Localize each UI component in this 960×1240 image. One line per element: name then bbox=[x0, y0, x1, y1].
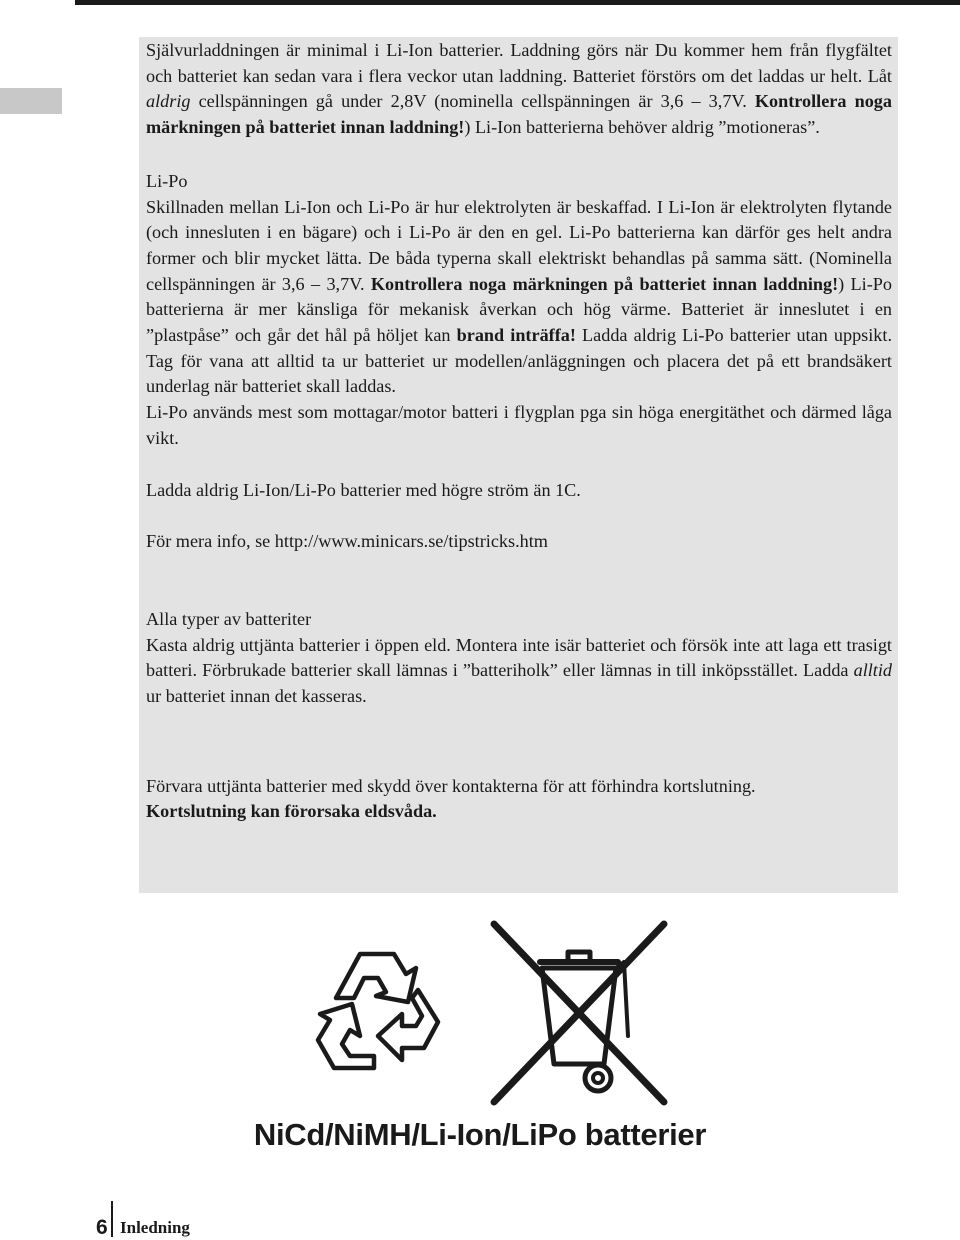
text-run: cellspänningen gå under 2,8V (nominella cellspänningen är 3,6 – 3,7V. bbox=[190, 91, 755, 112]
text-run: Skillnaden mellan Li-Ion och Li-Po är hur elektrolyten är beskaffad. I Li-Ion är elektrolyten flytande (och innesluten i en bägare) och i Li-Po är den en gel. Li-Po batterierna kan därför ges helt andra former och blir mycket lätta. De båda typerna skall elektriskt behandlas på samma sätt. (Nominella cellspänningen är 3,6 – 3,7V. bbox=[146, 196, 892, 294]
text-run: Självurladdningen är minimal i Li-Ion batterier. Laddning görs när Du kommer hem från flygfältet och batteriet kan sedan vara i flera veckor utan laddning. Batteriet förstörs om det laddas ur helt. Låt bbox=[146, 40, 892, 86]
short-circuit-warning: Kortslutning kan förorsaka eldsvåda. bbox=[146, 801, 437, 822]
emphasis-alltid: alltid bbox=[853, 660, 892, 681]
text-run: ur batteriet innan det kasseras. bbox=[146, 686, 367, 707]
storage-warning bbox=[146, 799, 892, 825]
text-run: ) Li-Ion batterierna behöver aldrig ”motioneras”. bbox=[464, 117, 820, 138]
charge-note: Ladda aldrig Li-Ion/Li-Po batterier med högre ström än 1C. bbox=[146, 479, 581, 500]
all-types-heading: Alla typer av batteriter bbox=[146, 608, 312, 629]
all-types-paragraph bbox=[146, 633, 892, 710]
info-box-text bbox=[146, 38, 892, 825]
recycle-arrow-left bbox=[318, 1004, 374, 1068]
text-run: Kasta aldrig uttjänta batterier i öppen eld. Montera inte isär batteriet och försök inte att laga ett trasigt batteri. Förbrukade batterier skall lämnas i ”batteriholk” eller lämnas in till inköpsstället. Ladda bbox=[146, 634, 892, 681]
lipo-usage: Li-Po används mest som mottagar/motor batteri i flygplan pga sin höga energitäthet och därmed låga vikt. bbox=[146, 402, 892, 448]
text-run: ) Li-Po batterierna är mer känsliga för mekanisk åverkan och hög värme. Batteriet är inneslutet i en ”plastpåse” och går det hål på höljet kan bbox=[146, 273, 892, 346]
battery-types-title: NiCd/NiMH/Li-Ion/LiPo batterier bbox=[253, 1117, 707, 1152]
top-rule bbox=[75, 0, 960, 5]
fire-warning-bold: brand inträffa! bbox=[456, 325, 576, 346]
page-footer bbox=[96, 1212, 190, 1240]
crossed-out-wheelie-bin-icon bbox=[488, 918, 670, 1108]
emphasis-aldrig: aldrig bbox=[146, 91, 191, 112]
info-note: För mera info, se http://www.minicars.se/tipstricks.htm bbox=[146, 531, 548, 552]
lipo-paragraph bbox=[146, 195, 892, 401]
recycle-icon bbox=[308, 940, 464, 1080]
lipo-heading: Li-Po bbox=[146, 170, 188, 191]
li-ion-paragraph bbox=[146, 38, 892, 141]
warning-bold: Kontrollera noga märkningen på batteriet innan laddning! bbox=[146, 91, 892, 138]
section-label: Inledning bbox=[120, 1218, 190, 1237]
side-tab-marker bbox=[0, 88, 62, 114]
text-run: Ladda aldrig Li-Po batterier utan uppsikt. Tag för vana att alltid ta ur batteriet ur modellen/anläggningen och placera det på ett brandsäkert underlag när batteriet skall laddas. bbox=[146, 325, 892, 397]
page-number: 6 bbox=[96, 1216, 108, 1239]
storage-note: Förvara uttjänta batterier med skydd över kontakterna för att förhindra kortslutning. bbox=[146, 775, 756, 796]
recycle-arrow-top bbox=[336, 954, 416, 1002]
warning-bold: Kontrollera noga märkningen på batteriet innan laddning! bbox=[370, 273, 839, 294]
